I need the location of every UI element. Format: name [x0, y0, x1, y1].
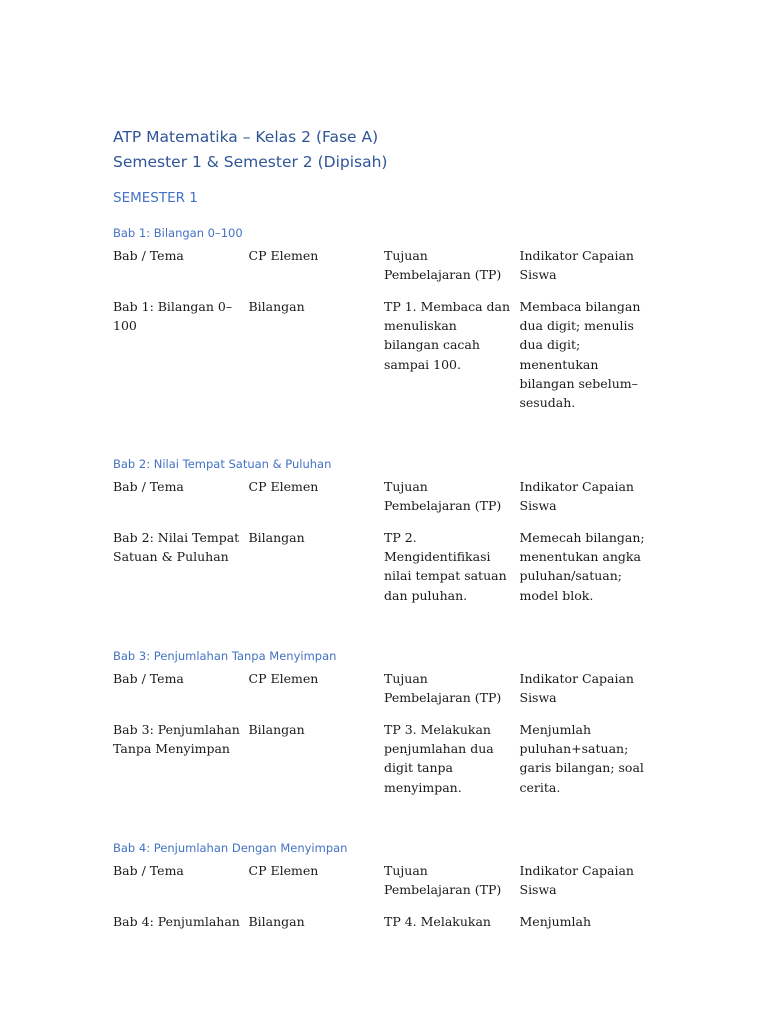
- cell-indikator: Membaca bilangan dua digit; menulis dua digit; menentukan bilangan sebelum–sesudah.: [519, 299, 641, 411]
- title-line-2: Semester 1 & Semester 2 (Dipisah): [113, 153, 388, 171]
- cell-indikator: Memecah bilangan; menentukan angka puluhan/satuan; model blok.: [519, 530, 645, 603]
- header-bab-tema: Bab / Tema: [113, 863, 184, 878]
- table-row: [113, 720, 653, 797]
- title-line-1: ATP Matematika – Kelas 2 (Fase A): [113, 128, 379, 146]
- header-cp-elemen: CP Elemen: [248, 863, 319, 878]
- header-tujuan-pembelajaran: Tujuan Pembelajaran (TP): [384, 248, 502, 283]
- header-tujuan-pembelajaran: Tujuan Pembelajaran (TP): [384, 863, 502, 898]
- header-tujuan-pembelajaran: Tujuan Pembelajaran (TP): [384, 671, 502, 706]
- document-title: [113, 125, 673, 175]
- bab-heading: Bab 3: Penjumlahan Tanpa Menyimpan: [113, 649, 337, 663]
- cell-bab-tema: Bab 1: Bilangan 0–100: [113, 299, 233, 334]
- header-indikator: Indikator Capaian Siswa: [519, 248, 634, 283]
- header-bab-tema: Bab / Tema: [113, 479, 184, 494]
- section-bab-2: [113, 457, 653, 605]
- cell-bab-tema: Bab 3: Penjumlahan Tanpa Menyimpan: [113, 722, 240, 757]
- cell-cp-elemen: Bilangan: [248, 530, 305, 545]
- table-header-row: [113, 669, 653, 720]
- cell-cp-elemen: Bilangan: [248, 914, 305, 929]
- header-bab-tema: Bab / Tema: [113, 248, 184, 263]
- table-row: [113, 912, 653, 931]
- bab-heading: Bab 2: Nilai Tempat Satuan & Puluhan: [113, 457, 332, 471]
- header-cp-elemen: CP Elemen: [248, 248, 319, 263]
- bab-heading: Bab 4: Penjumlahan Dengan Menyimpan: [113, 841, 348, 855]
- section-bab-1: [113, 226, 653, 412]
- section-bab-4: [113, 841, 653, 931]
- cell-indikator: Menjumlah puluhan+satuan; garis bilangan; soal cerita.: [519, 722, 644, 795]
- cell-bab-tema: Bab 2: Nilai Tempat Satuan & Puluhan: [113, 530, 240, 565]
- bab-heading: Bab 1: Bilangan 0–100: [113, 226, 243, 240]
- header-cp-elemen: CP Elemen: [248, 671, 319, 686]
- cell-tujuan-pembelajaran: TP 1. Membaca dan menuliskan bilangan cacah sampai 100.: [384, 299, 511, 372]
- cell-tujuan-pembelajaran: TP 3. Melakukan penjumlahan dua digit tanpa menyimpan.: [384, 722, 494, 795]
- header-cp-elemen: CP Elemen: [248, 479, 319, 494]
- header-indikator: Indikator Capaian Siswa: [519, 671, 634, 706]
- header-indikator: Indikator Capaian Siswa: [519, 863, 634, 898]
- section-bab-3: [113, 649, 653, 797]
- cell-cp-elemen: Bilangan: [248, 299, 305, 314]
- table-row: [113, 297, 653, 412]
- header-bab-tema: Bab / Tema: [113, 671, 184, 686]
- header-indikator: Indikator Capaian Siswa: [519, 479, 634, 514]
- table-header-row: [113, 477, 653, 528]
- cell-cp-elemen: Bilangan: [248, 722, 305, 737]
- table-header-row: [113, 246, 653, 297]
- cell-tujuan-pembelajaran: TP 4. Melakukan: [384, 914, 491, 929]
- semester-heading: SEMESTER 1: [113, 190, 198, 206]
- table-header-row: [113, 861, 653, 912]
- cell-indikator: Menjumlah: [519, 914, 592, 929]
- header-tujuan-pembelajaran: Tujuan Pembelajaran (TP): [384, 479, 502, 514]
- cell-bab-tema: Bab 4: Penjumlahan: [113, 914, 240, 929]
- table-row: [113, 528, 653, 605]
- cell-tujuan-pembelajaran: TP 2. Mengidentifikasi nilai tempat satuan dan puluhan.: [384, 530, 507, 603]
